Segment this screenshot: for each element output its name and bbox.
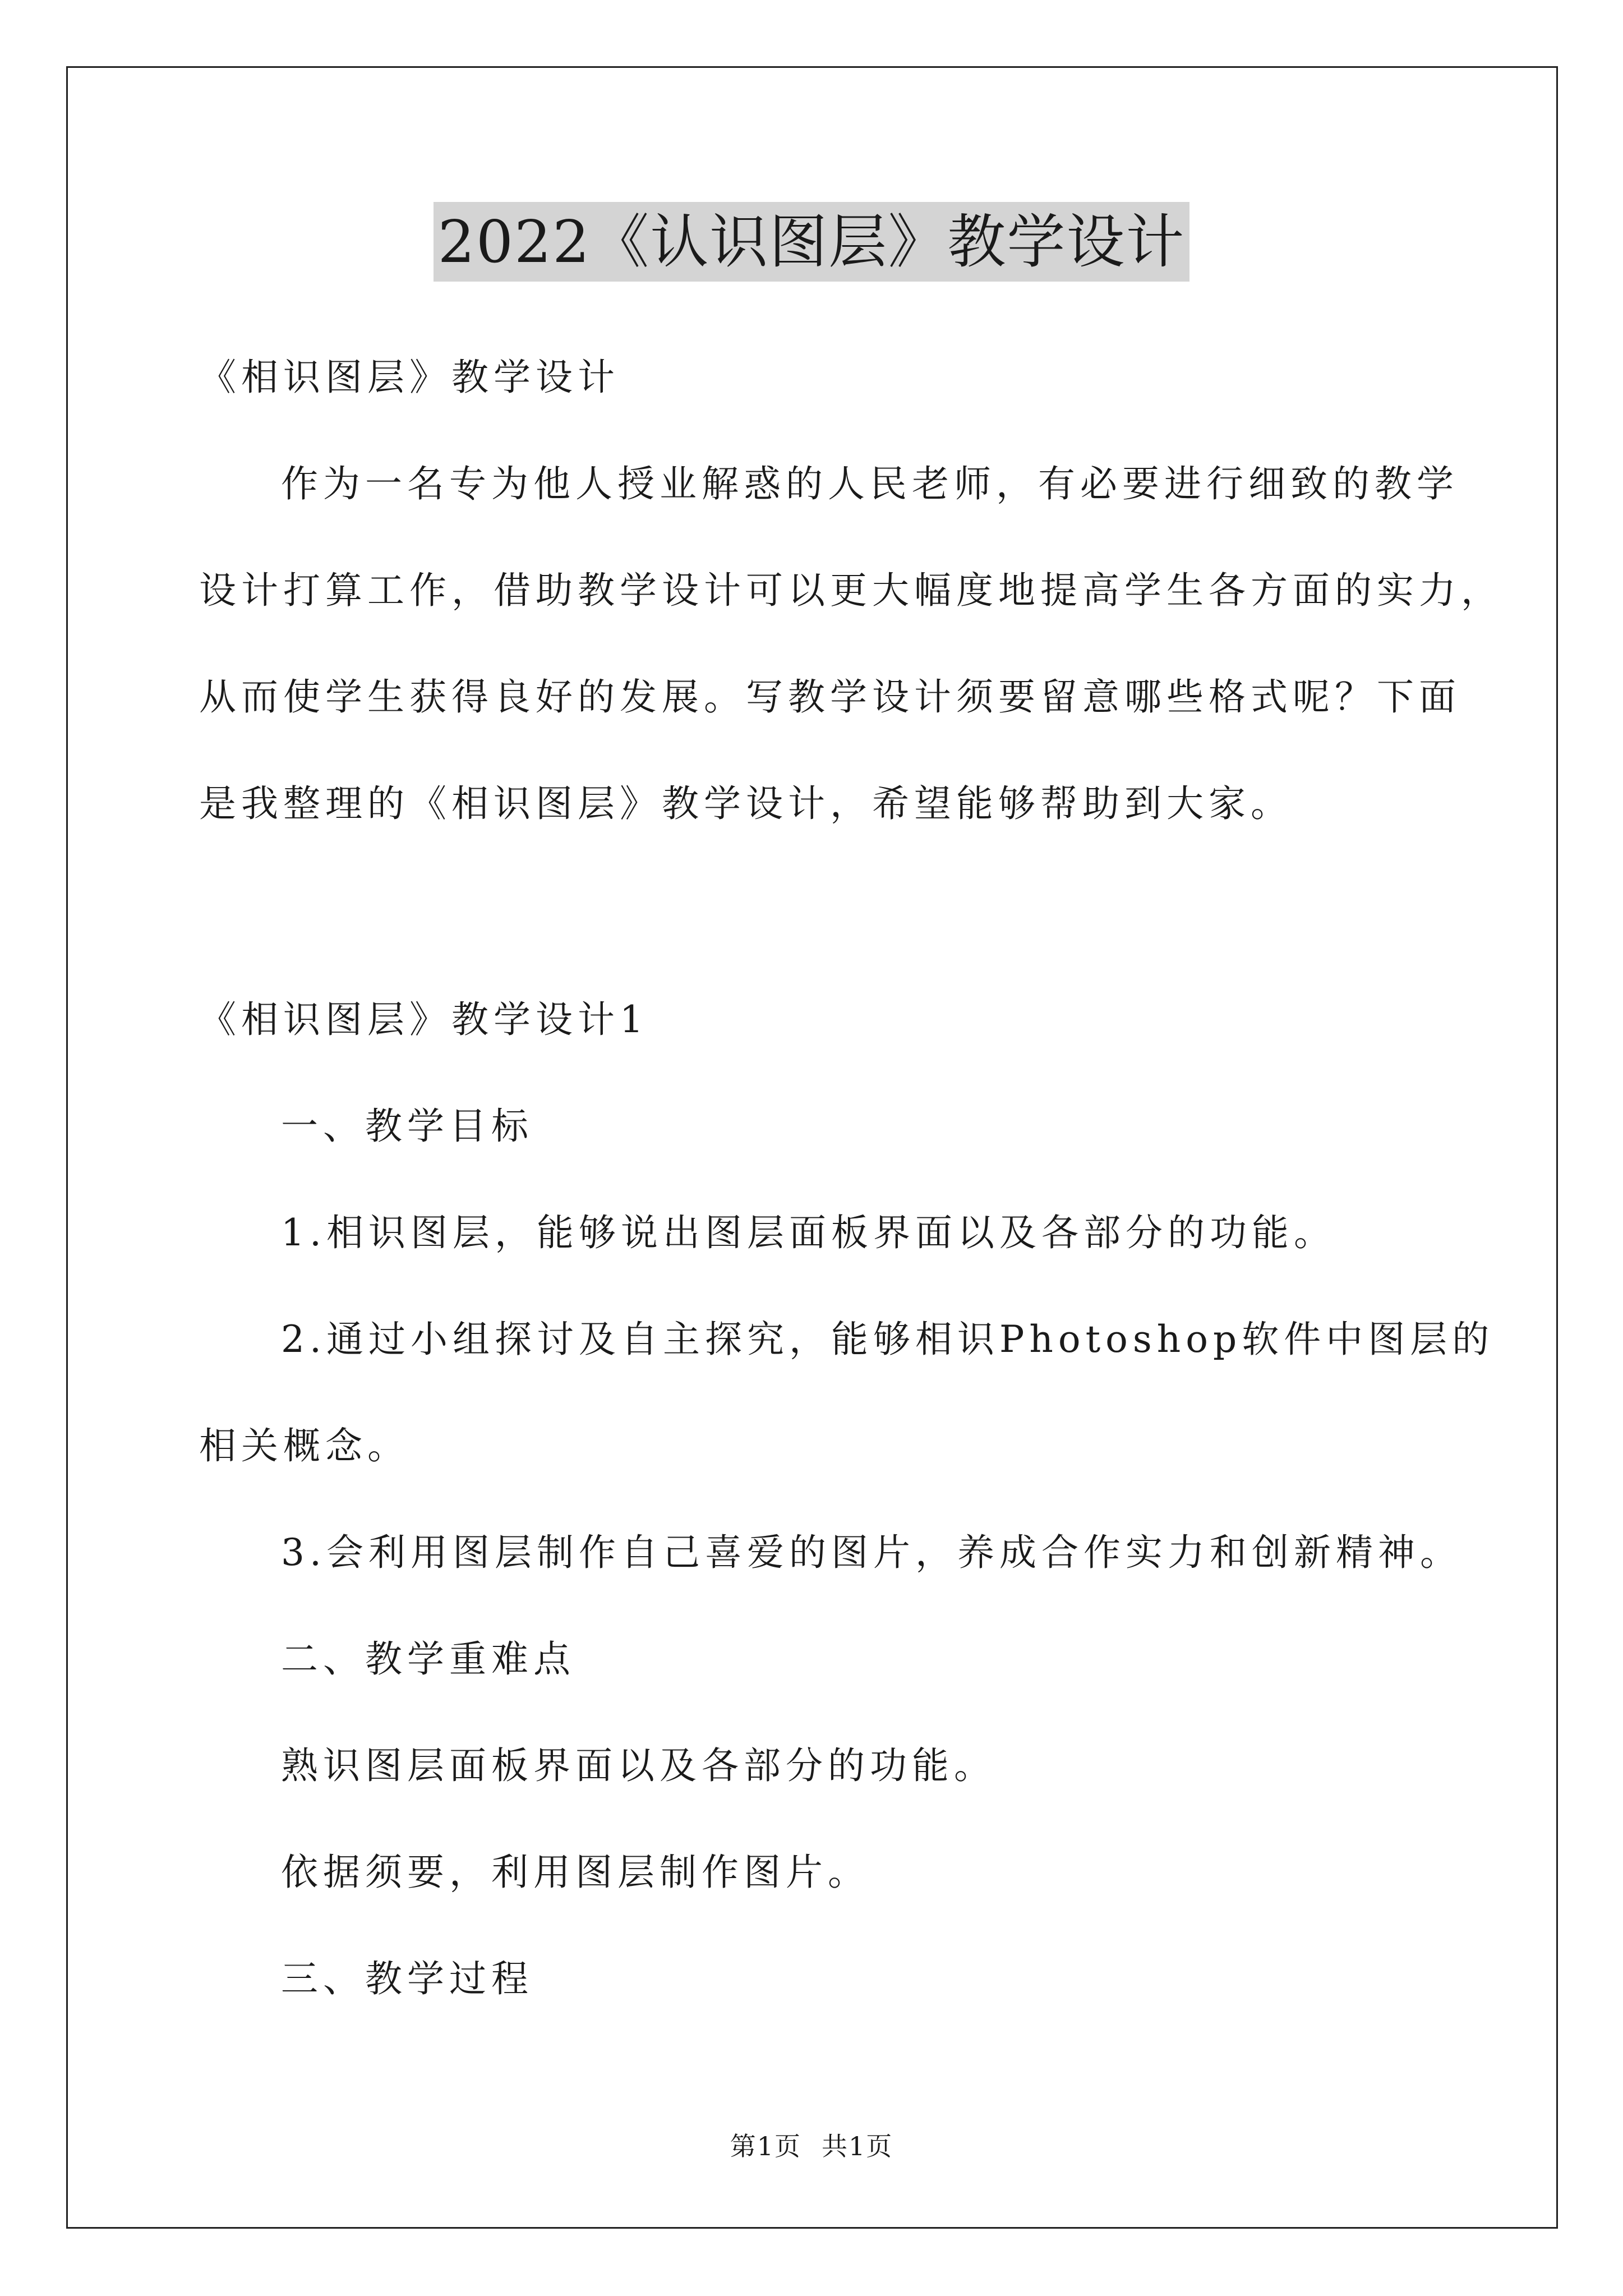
goals-heading: 一、教学目标 — [281, 1105, 533, 1148]
subtitle: 《相识图层》教学设计 — [199, 356, 620, 399]
page-footer — [0, 2126, 1623, 2163]
page-number-current: 第1页 — [730, 2131, 801, 2161]
intro-line-1: 作为一名专为他人授业解惑的人民老师，有必要进行细致的教学 — [281, 462, 1459, 505]
section-heading: 《相识图层》教学设计1 — [199, 998, 648, 1041]
page-number-total: 共1页 — [822, 2131, 893, 2161]
goal-1: 1.相识图层，能够说出图层面板界面以及各部分的功能。 — [281, 1211, 1336, 1254]
goal-3: 3.会利用图层制作自己喜爱的图片，养成合作实力和创新精神。 — [281, 1531, 1462, 1574]
intro-line-4: 是我整理的《相识图层》教学设计，希望能够帮助到大家。 — [199, 782, 1293, 825]
goal-2-line-1: 2.通过小组探讨及自主探究，能够相识Photoshop软件中图层的 — [281, 1318, 1495, 1361]
document-title: 2022《认识图层》教学设计 — [434, 202, 1190, 282]
intro-line-2: 设计打算工作，借助教学设计可以更大幅度地提高学生各方面的实力， — [199, 569, 1503, 612]
key-point-2: 依据须要，利用图层制作图片。 — [281, 1851, 870, 1894]
process-heading: 三、教学过程 — [281, 1957, 533, 2000]
intro-line-3: 从而使学生获得良好的发展。写教学设计须要留意哪些格式呢？下面 — [199, 675, 1461, 719]
title-container — [0, 202, 1623, 282]
key-point-1: 熟识图层面板界面以及各部分的功能。 — [281, 1744, 996, 1787]
key-points-heading: 二、教学重难点 — [281, 1637, 575, 1681]
goal-2-line-2: 相关概念。 — [199, 1424, 409, 1467]
